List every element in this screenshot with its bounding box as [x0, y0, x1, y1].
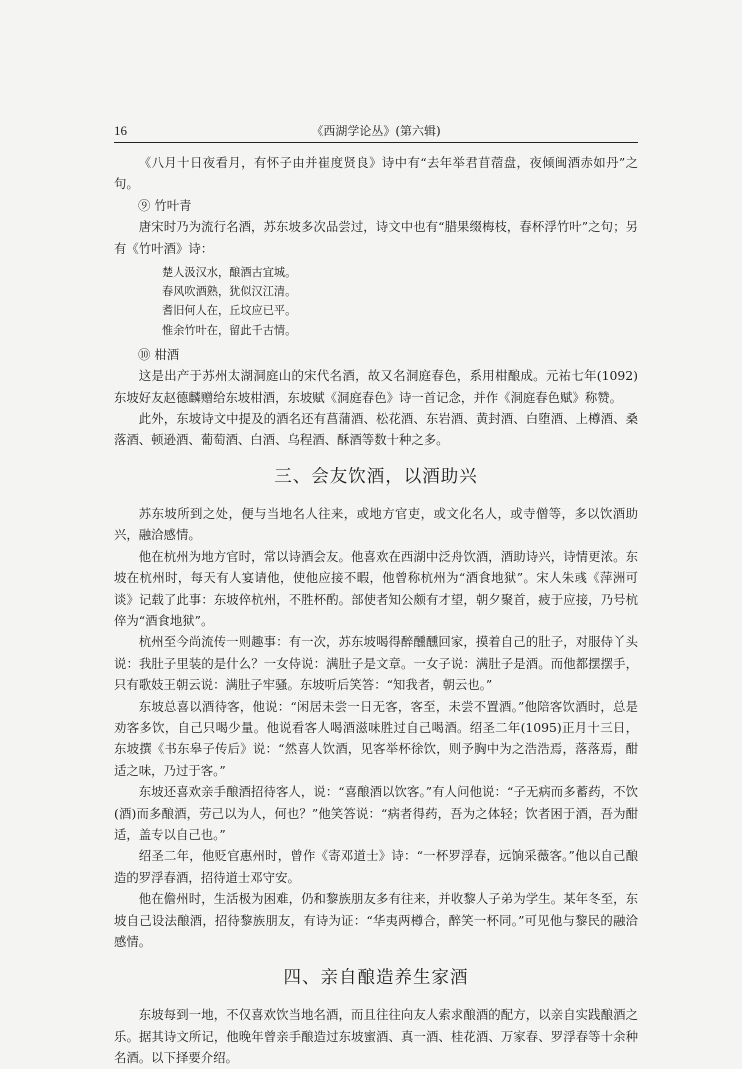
item-heading-zhuyeqing: ⑨ 竹叶青	[138, 197, 192, 213]
poem	[114, 263, 638, 340]
paragraph: 东坡总喜以酒待客，他说：“闲居未尝一日无客，客至，未尝不置酒。”他陪客饮酒时，总是劝客多饮，自己只喝少量。他说看客人喝酒滋味胜过自己喝酒。绍圣二年(1095)正月十三日，东坡撰《书东皋子传后》说：“然喜人饮酒，见客举杯徐饮，则予胸中为之浩浩焉，落落焉，酣适之味，乃过于客。”	[114, 698, 638, 778]
paragraph: 东坡每到一地，不仅喜欢饮当地名酒，而且往往向友人索求酿酒的配方，以亲自实践酿酒之乐。据其诗文所记，他晚年曾亲手酿造过东坡蜜酒、真一酒、桂花酒、万家春、罗浮春等十余种名酒。以下择要介绍。	[114, 1007, 638, 1066]
paragraph: 他在儋州时，生活极为困难，仍和黎族朋友多有往来，并收黎人子弟为学生。某年冬至，东坡自己设法酿酒，招待黎族朋友，有诗为证：“华夷两樽合，醉笑一杯同。”可见他与黎民的融洽感情。	[114, 891, 638, 949]
paragraph: 苏东坡所到之处，便与当地名人往来，或地方官吏，或文化名人，或寺僧等，多以饮酒助兴，融洽感情。	[114, 505, 638, 543]
page-header	[114, 124, 638, 143]
poem-line: 春风吹酒熟，犹似汉江清。	[162, 285, 297, 299]
page-body	[114, 152, 638, 1069]
item-heading-ganjiu: ⑩ 柑酒	[138, 346, 180, 362]
paragraph: 这是出产于苏州太湖洞庭山的宋代名酒，故又名洞庭春色，系用柑酿成。元祐七年(1092)东坡好友赵德麟赠给东坡柑酒，东坡赋《洞庭春色》诗一首记念，并作《洞庭春色赋》称赞。	[114, 368, 638, 405]
paragraph: 东坡还喜欢亲手酿酒招待客人，说：“喜酿酒以饮客。”有人问他说：“子无病而多蓄药，不饮(酒)而多酿酒，劳己以为人，何也？”他笑答说：“病者得药，吾为之体轻；饮者困于酒，吾为酣适，盖专以自己也。”	[114, 784, 638, 842]
paragraph: 绍圣二年，他贬官惠州时，曾作《寄邓道士》诗：“一杯罗浮春，远饷采薇客。”他以自己酿造的罗浮春酒，招待道士邓守安。	[114, 848, 638, 885]
paragraph: 《八月十日夜看月，有怀子由并崔度贤良》诗中有“去年举君苜蓿盘，夜倾闽酒赤如丹”之句。	[114, 155, 638, 192]
section-heading: 四、亲自酿造养生家酒	[283, 968, 469, 989]
poem-line: 耆旧何人在，丘坟应已平。	[162, 304, 297, 318]
paragraph: 杭州至今尚流传一则趣事：有一次，苏东坡喝得醉醺醺回家，摸着自己的肚子，对服侍丫头说：我肚子里装的是什么？一女侍说：满肚子是文章。一女子说：满肚子是酒。而他都摆摆手，只有歌妓王朝云说：满肚子牢骚。东坡听后笑答：“知我者，朝云也。”	[114, 634, 638, 693]
paragraph: 此外，东坡诗文中提及的酒名还有菖蒲酒、松花酒、东岩酒、黄封酒、白堕酒、上樽酒、桑落酒、顿逊酒、葡萄酒、白酒、乌程酒、酥酒等数十种之多。	[114, 411, 638, 448]
section-heading: 三、会友饮酒，以酒助兴	[274, 466, 478, 487]
paragraph: 他在杭州为地方官时，常以诗酒会友。他喜欢在西湖中泛舟饮酒，酒助诗兴，诗情更浓。东坡在杭州时，每天有人宴请他，使他应接不暇，他曾称杭州为“酒食地狱”。宋人朱彧《萍洲可谈》记载了此事：东坡倅杭州，不胜杯酌。部使者知公颇有才望，朝夕聚首，疲于应接，乃号杭倅为“酒食地狱”。	[114, 548, 638, 628]
poem-line: 楚人汲汉水，酿酒古宜城。	[162, 266, 297, 280]
paragraph: 唐宋时乃为流行名酒，苏东坡多次品尝过，诗文中也有“腊果缀梅枝，春杯浮竹叶”之句；另有《竹叶酒》诗：	[114, 219, 638, 256]
running-title: 《西湖学论丛》(第六辑)	[311, 124, 441, 138]
page-number: 16	[114, 123, 127, 138]
poem-line: 惟余竹叶在，留此千古情。	[162, 323, 297, 337]
